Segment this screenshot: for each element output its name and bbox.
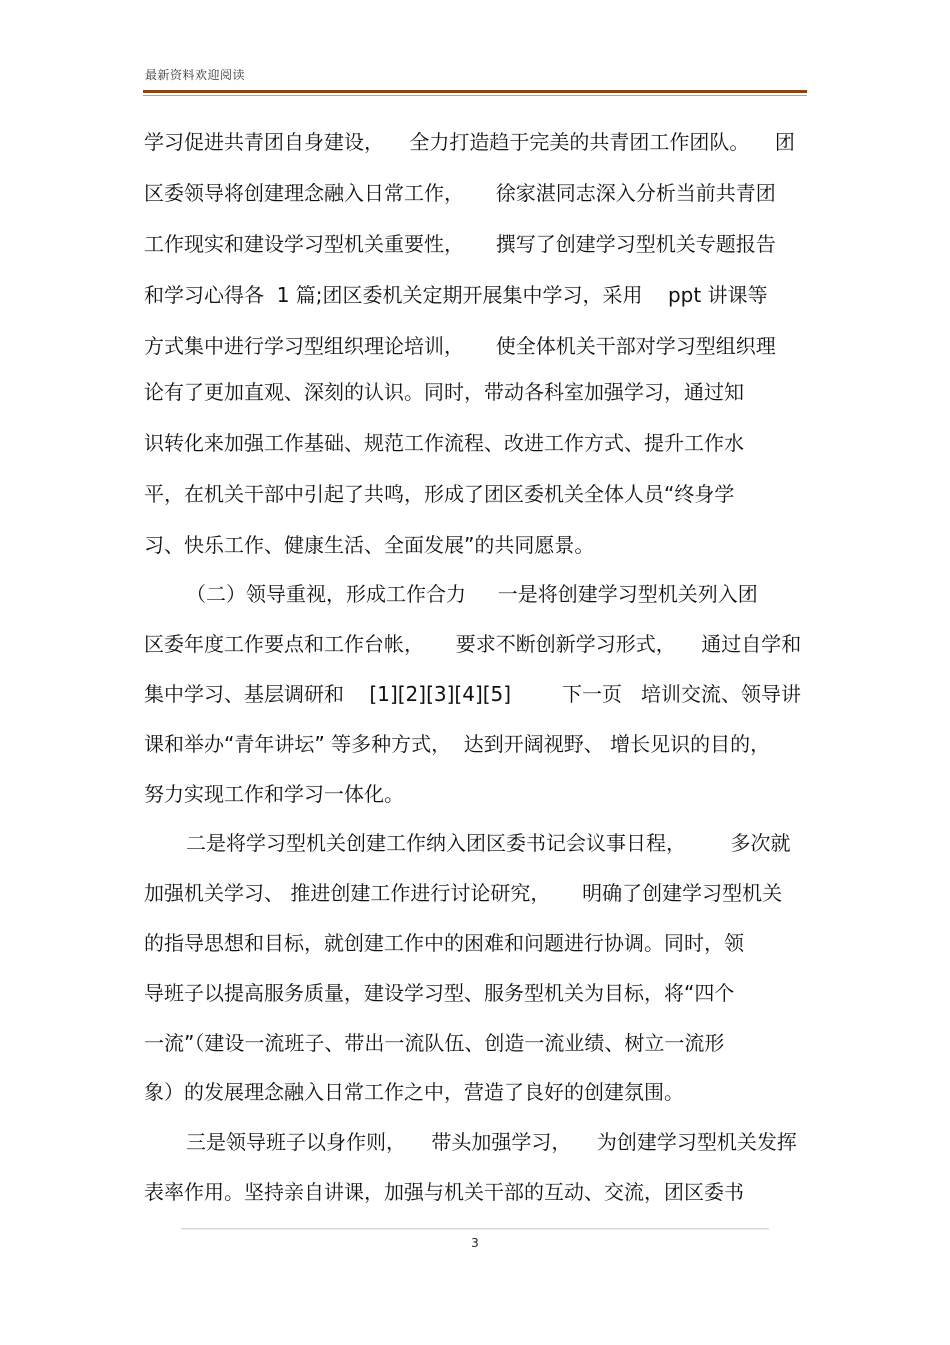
body-line: 方式集中进行学习型组织理论培训， 使全体机关干部对学习型组织理: [144, 334, 776, 358]
body-line: 集中学习、基层调研和 [1][2][3][4][5] 下一页 培训交流、领导讲: [144, 682, 802, 706]
body-line: 导班子以提高服务质量，建设学习型、服务型机关为目标，将“四个: [144, 981, 735, 1005]
body-line: 区委年度工作要点和工作台帐， 要求不断创新学习形式， 通过自学和: [144, 632, 802, 656]
body-line: 二是将学习型机关创建工作纳入团区委书记会议事日程， 多次就: [186, 831, 791, 855]
header-rule: [143, 90, 807, 93]
body-line: 象）的发展理念融入日常工作之中，营造了良好的创建氛围。: [144, 1080, 684, 1104]
body-line: 课和举办“青年讲坛” 等多种方式， 达到开阔视野、 增长见识的目的，: [144, 732, 771, 756]
body-line: （二）领导重视，形成工作合力 一是将创建学习型机关列入团: [186, 582, 758, 606]
running-header: 最新资料欢迎阅读: [145, 68, 246, 82]
body-line: 学习促进共青团自身建设， 全力打造趋于完美的共青团工作团队。 团: [144, 130, 795, 154]
body-line: 表率作用。坚持亲自讲课，加强与机关干部的互动、交流，团区委书: [144, 1180, 744, 1204]
body-line: 的指导思想和目标，就创建工作中的困难和问题进行协调。同时，领: [144, 931, 744, 955]
body-line: 加强机关学习、 推进创建工作进行讨论研究， 明确了创建学习型机关: [144, 881, 783, 905]
body-line: 一流”（建设一流班子、带出一流队伍、创造一流业绩、树立一流形: [144, 1031, 725, 1055]
header-rule-thin: [143, 95, 807, 96]
footer-rule: [181, 1228, 769, 1230]
body-line: 平，在机关干部中引起了共鸣，形成了团区委机关全体人员“终身学: [144, 482, 735, 506]
body-line: 论有了更加直观、深刻的认识。同时，带动各科室加强学习，通过知: [144, 380, 744, 404]
body-line: 区委领导将创建理念融入日常工作， 徐家湛同志深入分析当前共青团: [144, 181, 776, 205]
body-line: 和学习心得各 1 篇;团区委机关定期开展集中学习，采用 ppt 讲课等: [144, 283, 768, 307]
body-line: 识转化来加强工作基础、规范工作流程、改进工作方式、提升工作水: [144, 431, 744, 455]
body-line: 习、快乐工作、健康生活、全面发展”的共同愿景。: [144, 533, 595, 557]
body-line: 三是领导班子以身作则， 带头加强学习， 为创建学习型机关发挥: [186, 1130, 797, 1154]
page-number: 3: [471, 1236, 479, 1250]
body-line: 工作现实和建设学习型机关重要性， 撰写了创建学习型机关专题报告: [144, 232, 776, 256]
body-line: 努力实现工作和学习一体化。: [144, 782, 404, 806]
